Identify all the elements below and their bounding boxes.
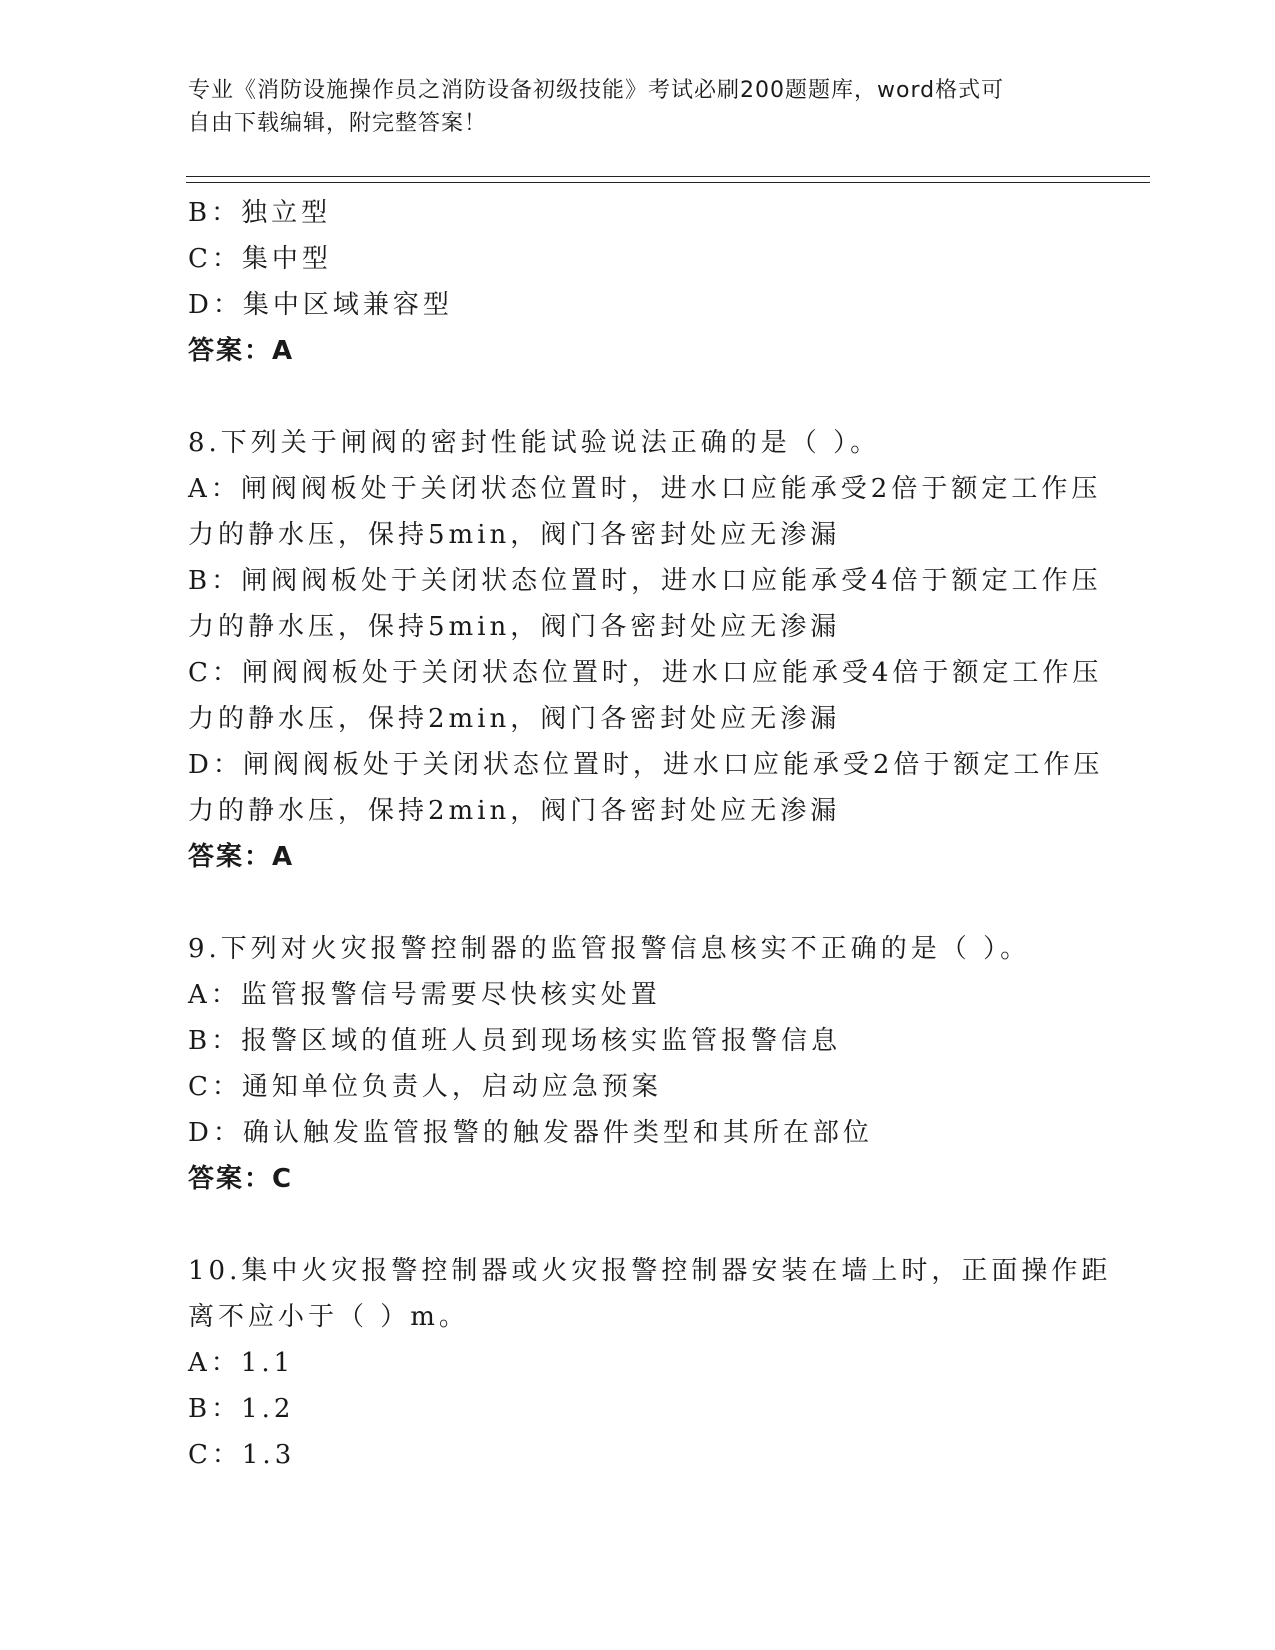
q10-option-a: A：1.1 <box>188 1348 295 1378</box>
q10-stem-line2: 离不应小于（ ）m。 <box>188 1302 469 1332</box>
q8-option-d-line1: D：闸阀阀板处于关闭状态位置时，进水口应能承受2倍于额定工作压 <box>188 750 1104 780</box>
q10-stem-line1: 10.集中火灾报警控制器或火灾报警控制器安装在墙上时，正面操作距 <box>188 1256 1112 1286</box>
q8-option-b-line1: B：闸阀阀板处于关闭状态位置时，进水口应能承受4倍于额定工作压 <box>188 566 1102 596</box>
q10-option-c: C：1.3 <box>188 1440 296 1470</box>
spacer <box>188 1202 1088 1248</box>
q9-option-a: A：监管报警信号需要尽快核实处置 <box>188 980 661 1010</box>
q8-option-a-line2: 力的静水压，保持5min，阀门各密封处应无渗漏 <box>188 520 841 550</box>
q9-stem: 9.下列对火灾报警控制器的监管报警信息核实不正确的是（ ）。 <box>188 934 1031 964</box>
header-line-1: 专业《消防设施操作员之消防设备初级技能》考试必刷200题题库，word格式可 <box>188 78 1005 103</box>
q9-option-c: C：通知单位负责人，启动应急预案 <box>188 1072 662 1102</box>
q7-option-b: B：独立型 <box>188 198 332 228</box>
header-line-2: 自由下载编辑，附完整答案！ <box>188 111 488 136</box>
q8-option-c-line1: C：闸阀阀板处于关闭状态位置时，进水口应能承受4倍于额定工作压 <box>188 658 1103 688</box>
page-header <box>188 74 1088 140</box>
q7-option-c: C：集中型 <box>188 244 332 274</box>
q8-option-a-line1: A：闸阀阀板处于关闭状态位置时，进水口应能承受2倍于额定工作压 <box>188 474 1102 504</box>
q7-option-d: D：集中区域兼容型 <box>188 290 453 320</box>
spacer <box>188 374 1088 420</box>
q9-option-b: B：报警区域的值班人员到现场核实监管报警信息 <box>188 1026 842 1056</box>
q9-answer: 答案：C <box>188 1164 294 1194</box>
q10-option-b: B：1.2 <box>188 1394 295 1424</box>
q8-option-b-line2: 力的静水压，保持5min，阀门各密封处应无渗漏 <box>188 612 841 642</box>
q8-option-c-line2: 力的静水压，保持2min，阀门各密封处应无渗漏 <box>188 704 841 734</box>
q9-option-d: D：确认触发监管报警的触发器件类型和其所在部位 <box>188 1118 873 1148</box>
q8-answer: 答案：A <box>188 842 295 872</box>
q7-answer: 答案：A <box>188 336 295 366</box>
spacer <box>188 880 1088 926</box>
q8-stem: 8.下列关于闸阀的密封性能试验说法正确的是（ ）。 <box>188 428 881 458</box>
header-divider <box>186 176 1150 183</box>
question-content <box>188 190 1112 1478</box>
q8-option-d-line2: 力的静水压，保持2min，阀门各密封处应无渗漏 <box>188 796 841 826</box>
